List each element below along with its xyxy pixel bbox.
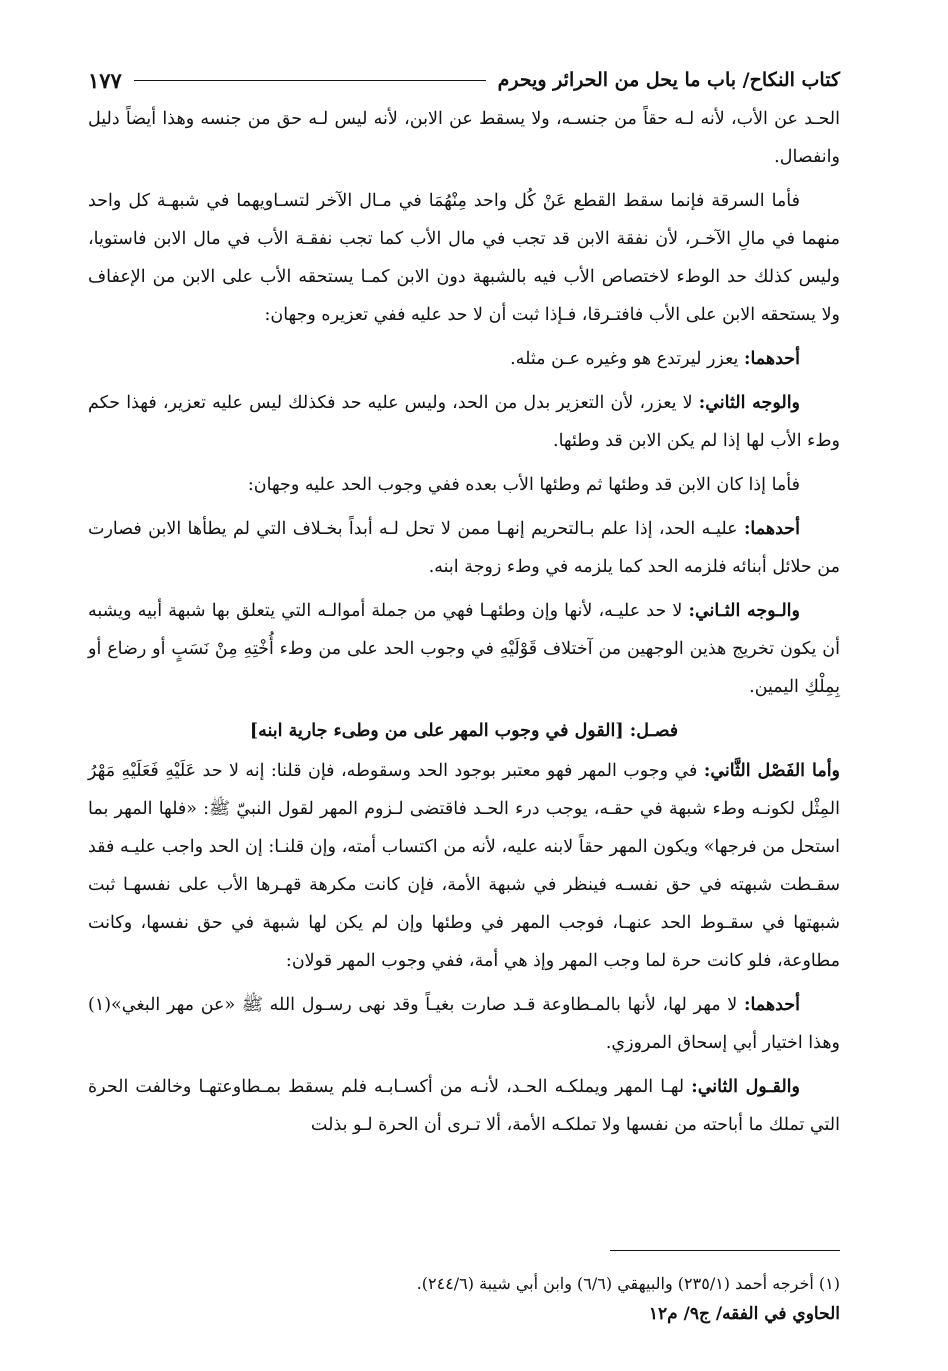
header-title: كتاب النكاح/ باب ما يحل من الحرائر ويحرم — [497, 69, 840, 91]
header-rule — [134, 80, 486, 81]
page-number: ١٧٧ — [88, 67, 122, 93]
paragraph-6: أحدهما: عليـه الحد، إذا علم بـالتحريم إنهـا ممن لا تحل لـه أبداً بخـلاف التي لم يطأها الابن فصارت من حلائل أبنائه فلزمه الحد كما يلزمه في وطء زوجة ابنه. — [88, 519, 840, 577]
paragraph-1: الحـد عن الأب، لأنه لـه حقاً من جنسـه، ولا يسقط عن الابن، لأنه ليس لـه حق من جنسه وهذا أيضاً دليل وانفصال. — [88, 109, 840, 167]
page-body — [88, 100, 840, 1144]
running-header — [88, 60, 840, 100]
paragraph-4: والوجه الثاني: لا يعزر، لأن التعزير بدل من الحد، وليس عليه حد فكذلك ليس عليه تعزير، فهذا حكم وطء الأب لها إذا لم يكن الابن قد وطئها. — [88, 393, 840, 451]
paragraph-10: والقـول الثاني: لهـا المهر ويملكـه الحـد، لأنـه من أكسـابـه فلم يسقط بمـطاوعتهـا وخالفت الحرة التي تملك ما أباحته من نفسها ولا تملكـه الأمة، ألا تـرى أن الحرة لـو بذلت — [88, 1077, 840, 1135]
paragraph-8: وأما الفَصْل الثَّاني: في وجوب المهر فهو معتبر بوجود الحد وسقوطه، فإن قلنا: إنه لا حد عَلَيْهِ فَعَلَيْهِ مَهْرُ المِثْل لكونـه وطء شبهة في حقـه، يوجب درء الحـد فاقتضى لـزوم المهر لقول النبيّ ﷺ: «فلها المهر بما استحل من فرجها» ويكون المهر حقاً لابنه عليه، لأنه من اكتساب أمته، وإن قلنـا: إن الحد واجب عليـه فقد سقـطت شبهته في حق نفسـه فينظر في شبهة الأمة، فإن كانت مكرهة قهـرها الأب على نفسهـا ثبت شبهتها في سقـوط الحد عنهـا، فوجب المهر في وطئها وإن لم يكن لها شبهة في حق نفسها، وكانت مطاوعة، فلو كانت حرة لما وجب المهر وإذ هي أمة، ففي وجوب المهر قولان: — [88, 761, 841, 971]
paragraph-3: أحدهما: يعزر ليرتدع هو وغيره عـن مثله. — [510, 349, 800, 369]
paragraph-9: أحدهما: لا مهر لها، لأنها بالمـطاوعة قـد صارت بغيـاً وقد نهى رسـول الله ﷺ «عن مهر البغي»(١) وهذا اختيار أبي إسحاق المروزي. — [88, 995, 840, 1053]
footnote: (١) أخرجه أحمد (٢٣٥/١) والبيهقي (٦/٦) وابن أبي شيبة (٢٤٤/٦). — [416, 1274, 840, 1293]
paragraph-2: فأما السرقة فإنما سقط القطع عَنْ كُل واحد مِنْهُمَا في مـال الآخر لتسـاويهما في شبهـة كل واحد منهما في مالِ الآخـر، لأن نفقة الابن قد تجب في مال الأب كما تجب نفقـة الأب في مال الابن فاستويا، وليس كذلك حد الوطء لاختصاص الأب فيه بالشبهة دون الابن كمـا يستحقه الأب على الابن من الإعفاف ولا يستحقه الابن على الأب فافتـرقا، فـإذا ثبت أن لا حد عليه ففي تعزيره وجهان: — [88, 191, 840, 325]
footnote-separator — [610, 1250, 840, 1251]
document-page — [88, 60, 840, 1350]
paragraph-7: والـوجه الثـاني: لا حد عليـه، لأنها وإن وطئهـا فهي من جملة أموالـه التي يتعلق بها شبهة أبيه ويشبه أن يكون تخريج هذين الوجهين من آختلاف قَوْلَيْهِ في وجوب الحد على من وطء أُخْتِهِ مِنْ نَسَبٍ أو رضاع أو بِمِلْكِ اليمين. — [88, 601, 840, 697]
book-signature: الحاوي في الفقه/ ج٩/ م١٢ — [648, 1304, 840, 1324]
paragraph-5: فأما إذا كان الابن قد وطئها ثم وطئها الأب بعده ففي وجوب الحد عليه وجهان: — [247, 475, 800, 495]
section-heading: فصـل: [القول في وجوب المهر على من وطىء جارية ابنه] — [249, 721, 679, 741]
